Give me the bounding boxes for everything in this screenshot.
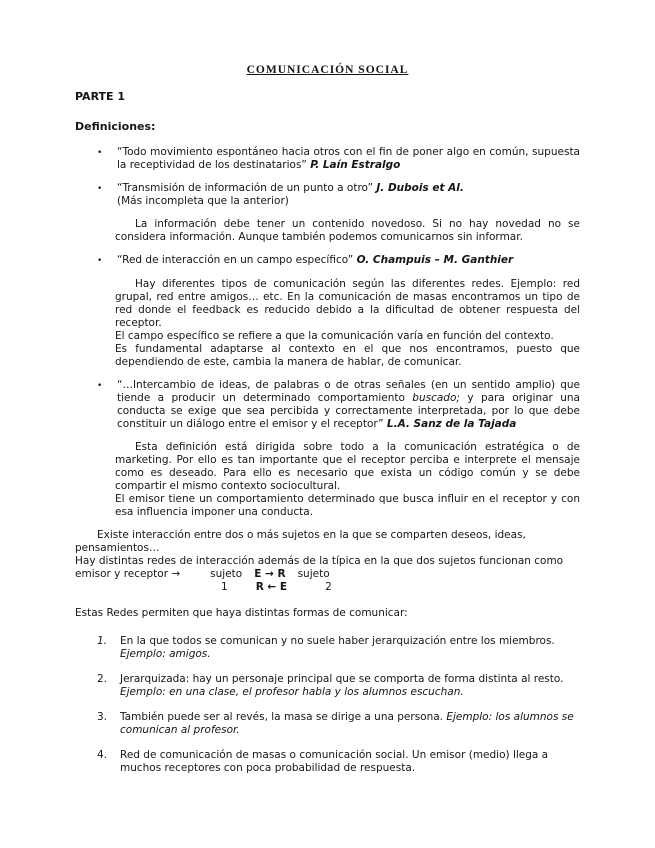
- networks-intro: Estas Redes permiten que haya distintas formas de comunicar:: [75, 607, 408, 619]
- network-type-4-text: [120, 749, 580, 775]
- bullet-icon: •: [97, 184, 103, 194]
- note-networks-line-2: El campo específico se refiere a que la comunicación varía en función del contexto.: [115, 330, 554, 342]
- definition-item-3: [97, 254, 580, 268]
- note-strategic-line-2: El emisor tiene un comportamiento determinado que busca influir en el receptor y con esa influencia imponer una conducta.: [115, 493, 580, 518]
- definition-3-author: O. Champuis – M. Ganthier: [356, 254, 514, 266]
- definition-item-1: [97, 146, 580, 172]
- note-networks-line-3: Es fundamental adaptarse al contexto en el que nos encontramos, puesto que dependiendo de este, cambia la manera de hablar, de comunicar.: [115, 343, 580, 368]
- definition-1-quote: “Todo movimiento espontáneo hacia otros con el fin de poner algo en común, supuesta la receptividad de los destinatarios”: [117, 146, 580, 171]
- bullet-icon: •: [97, 148, 103, 158]
- network-type-1-text: [120, 635, 580, 661]
- network-type-item-3: [97, 711, 580, 737]
- definitions-heading: Definiciones:: [75, 120, 156, 133]
- note-networks-line-1: Hay diferentes tipos de comunicación según las diferentes redes. Ejemplo: red grupal, red entre amigos… etc. En la comunicación de masas encontramos un tipo de red donde el feedback es reducido debido a la dificultad de obtener respuesta del receptor.: [115, 278, 580, 329]
- network-type-item-2: [97, 673, 580, 699]
- network-type-item-1: [97, 635, 580, 661]
- network-type-1-example: Ejemplo: amigos.: [120, 648, 211, 660]
- definition-4-quote-italic: buscado;: [412, 392, 460, 404]
- definition-4-author: L.A. Sanz de la Tajada: [386, 418, 517, 430]
- definition-item-4: [97, 379, 580, 431]
- note-strategic-line-1: Esta definición está dirigida sobre todo a la comunicación estratégica o de marketing. Por ello es tan importante que el receptor perciba e interprete el mensaje como es deseado. Para ello es necesario que exista un código común y se debe compartir el mismo contexto sociocultural.: [115, 441, 580, 492]
- definition-3-quote: “Red de interacción en un campo específico”: [117, 254, 357, 266]
- network-type-4-body: Red de comunicación de masas o comunicación social. Un emisor (medio) llega a muchos receptores con poca probabilidad de respuesta.: [120, 749, 549, 774]
- definition-4-text: [117, 379, 580, 431]
- document-title: COMUNICACIÓN SOCIAL: [246, 64, 409, 76]
- network-type-2-example: Ejemplo: en una clase, el profesor habla y los alumnos escuchan.: [120, 686, 464, 698]
- list-number: 1.: [97, 635, 108, 647]
- bullet-icon: •: [97, 381, 103, 391]
- flow-top-label: E → R: [254, 568, 286, 580]
- interaction-diagram-row-2: [75, 581, 580, 594]
- network-type-3-body: También puede ser al revés, la masa se dirige a una persona.: [120, 711, 447, 723]
- definition-2-author: J. Dubois et Al.: [376, 182, 464, 194]
- definition-1-text: [117, 146, 580, 172]
- emitter-receiver-label: emisor y receptor →: [75, 568, 181, 580]
- network-type-3-example: Ejemplo: los alumnos se comunican al profesor.: [120, 711, 574, 736]
- list-number: 4.: [97, 749, 108, 761]
- network-type-3-text: [120, 711, 580, 737]
- part-heading: PARTE 1: [75, 90, 126, 103]
- flow-bottom-label: R ← E: [255, 581, 288, 593]
- list-number: 3.: [97, 711, 108, 723]
- subject-right-label: sujeto: [297, 568, 330, 580]
- definition-item-2: [97, 182, 580, 208]
- interaction-diagram-row-1: [75, 568, 580, 581]
- interaction-networks-line: Hay distintas redes de interacción además de la típica en la que dos sujetos funcionan como: [75, 555, 564, 567]
- subject-right-number: 2: [325, 581, 332, 593]
- bullet-icon: •: [97, 256, 103, 266]
- definition-2-quote: “Transmisión de información de un punto a otro”: [117, 182, 377, 194]
- definition-3-text: [117, 254, 580, 268]
- list-number: 2.: [97, 673, 108, 685]
- subject-left-number: 1: [221, 581, 228, 593]
- note-novelty-text: La información debe tener un contenido novedoso. Si no hay novedad no se considera información. Aunque también podemos comunicarnos sin informar.: [115, 218, 580, 243]
- network-type-2-body: Jerarquizada: hay un personaje principal que se comporta de forma distinta al resto.: [120, 673, 564, 685]
- definition-2-text: [117, 182, 580, 208]
- definition-1-author: P. Laín Estralgo: [310, 159, 401, 171]
- note-novelty: [115, 218, 580, 244]
- definition-2-note: (Más incompleta que la anterior): [117, 195, 289, 207]
- network-type-1-body: En la que todos se comunican y no suele haber jerarquización entre los miembros.: [120, 635, 555, 647]
- note-networks: [115, 278, 580, 369]
- interaction-intro: Existe interacción entre dos o más sujetos en la que se comparten deseos, ideas, pensamientos…: [75, 529, 526, 554]
- network-type-2-text: [120, 673, 580, 699]
- network-type-item-4: [97, 749, 580, 775]
- definition-4-quote-start: “…Intercambio de ideas, de palabras o de otras señales (en un sentido amplio) que tiende a producir un determinado comportamiento: [117, 379, 580, 404]
- definition-4-quote-end: y para originar una conducta se exige que sea percibida y correctamente interpretada, por lo que debe constituir un diálogo entre el emisor y el receptor”: [117, 392, 580, 430]
- note-strategic: [115, 441, 580, 519]
- subject-left-label: sujeto: [210, 568, 243, 580]
- interaction-paragraph: [75, 529, 580, 594]
